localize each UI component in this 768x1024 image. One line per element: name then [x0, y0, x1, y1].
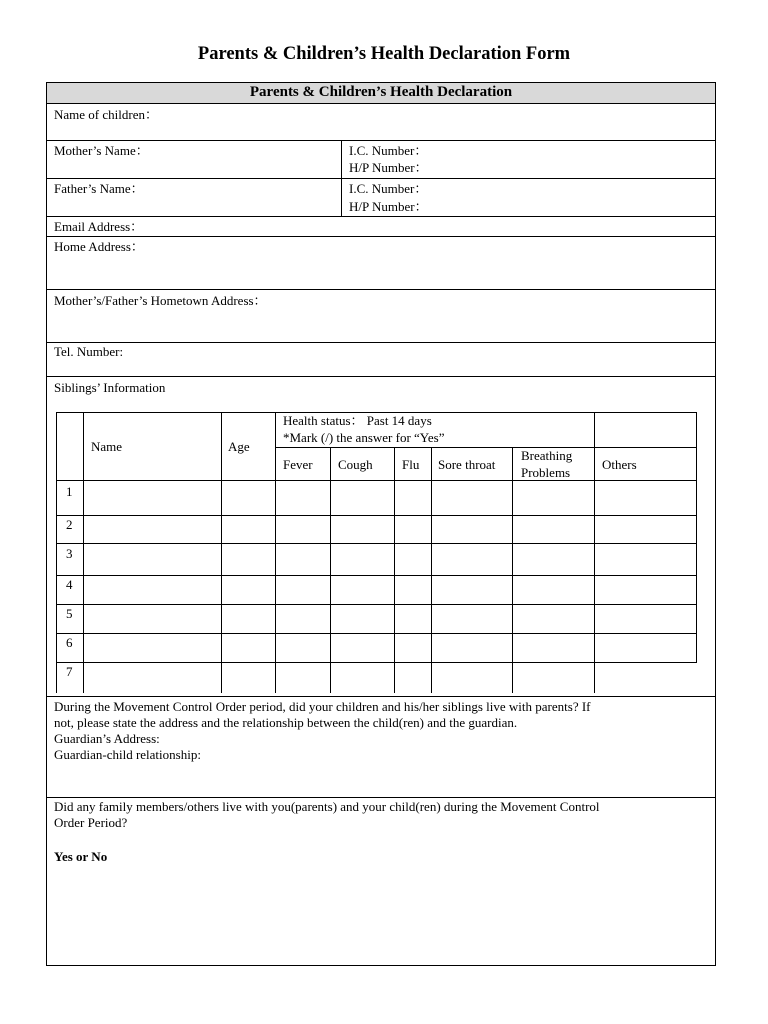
- mother-ic-label: I.C. Number：: [349, 143, 428, 158]
- row-number: 4: [66, 577, 73, 592]
- children-name-label: Name of children：: [54, 107, 158, 122]
- mother-name-label: Mother’s Name：: [54, 143, 149, 158]
- form-header: [47, 83, 715, 104]
- hometown-address-row[interactable]: [47, 290, 715, 343]
- guardian-address-label: Guardian’s Address:: [54, 731, 160, 746]
- col-name-header: Name: [91, 439, 123, 454]
- col-breathing-header-line1: Breathing: [521, 448, 573, 463]
- table-gridline: [56, 575, 697, 576]
- siblings-label: Siblings’ Information: [54, 380, 166, 395]
- row-number: 2: [66, 517, 73, 532]
- table-gridline: [56, 412, 57, 693]
- table-gridline: [221, 412, 222, 693]
- father-name-label: Father’s Name：: [54, 181, 144, 196]
- row-number: 1: [66, 484, 73, 499]
- mco-question-line1: During the Movement Control Order period, did your children and his/her siblings live with parents? If: [54, 699, 591, 714]
- row-number: 5: [66, 606, 73, 621]
- table-gridline: [56, 515, 697, 516]
- table-gridline: [56, 633, 697, 634]
- mco-section[interactable]: [47, 697, 715, 798]
- col-others-header: Others: [602, 457, 637, 472]
- email-row[interactable]: [47, 217, 715, 237]
- col-breathing-header-line2: Problems: [521, 465, 571, 480]
- yes-no-label: Yes or No: [54, 849, 108, 864]
- row-number: 3: [66, 546, 73, 561]
- table-gridline: [431, 447, 432, 693]
- col-fever-header: Fever: [283, 457, 313, 472]
- table-gridline: [394, 447, 395, 693]
- table-gridline: [696, 412, 697, 662]
- family-section[interactable]: [47, 798, 715, 965]
- health-status-header: Health status： Past 14 days: [283, 413, 432, 428]
- column-divider: [341, 141, 342, 178]
- table-gridline: [56, 480, 697, 481]
- father-hp-label: H/P Number：: [349, 199, 428, 214]
- row-number: 7: [66, 664, 73, 679]
- table-gridline: [56, 543, 697, 544]
- home-address-label: Home Address：: [54, 239, 144, 254]
- father-ic-label: I.C. Number：: [349, 181, 428, 196]
- mco-question-line2: not, please state the address and the relationship between the child(ren) and the guardian.: [54, 715, 518, 730]
- col-age-header: Age: [228, 439, 250, 454]
- col-sore-throat-header: Sore throat: [438, 457, 496, 472]
- home-address-row[interactable]: [47, 237, 715, 290]
- tel-row[interactable]: [47, 343, 715, 377]
- table-gridline: [56, 662, 697, 663]
- health-status-note: *Mark (/) the answer for “Yes”: [283, 430, 445, 445]
- tel-label: Tel. Number:: [54, 344, 124, 359]
- table-gridline: [275, 447, 697, 448]
- col-cough-header: Cough: [338, 457, 373, 472]
- table-gridline: [594, 412, 595, 693]
- hometown-address-label: Mother’s/Father’s Hometown Address：: [54, 293, 267, 308]
- table-gridline: [56, 604, 697, 605]
- declaration-form: [46, 82, 716, 966]
- children-name-row[interactable]: [47, 104, 715, 141]
- form-title: Parents & Children’s Health Declaration Form: [197, 44, 571, 64]
- father-row: [47, 179, 715, 217]
- table-gridline: [83, 412, 84, 693]
- form-header-label: Parents & Children’s Health Declaration: [249, 84, 513, 100]
- siblings-table: [56, 412, 697, 693]
- email-label: Email Address：: [54, 219, 144, 234]
- guardian-relationship-label: Guardian-child relationship:: [54, 747, 201, 762]
- row-number: 6: [66, 635, 73, 650]
- column-divider: [341, 179, 342, 216]
- table-gridline: [330, 447, 331, 693]
- col-flu-header: Flu: [402, 457, 420, 472]
- family-question-line2: Order Period?: [54, 815, 128, 830]
- mother-hp-label: H/P Number：: [349, 160, 428, 175]
- mother-row: [47, 141, 715, 179]
- table-gridline: [512, 447, 513, 693]
- family-question-line1: Did any family members/others live with you(parents) and your child(ren) during the Movement Control: [54, 799, 600, 814]
- table-gridline: [275, 412, 276, 693]
